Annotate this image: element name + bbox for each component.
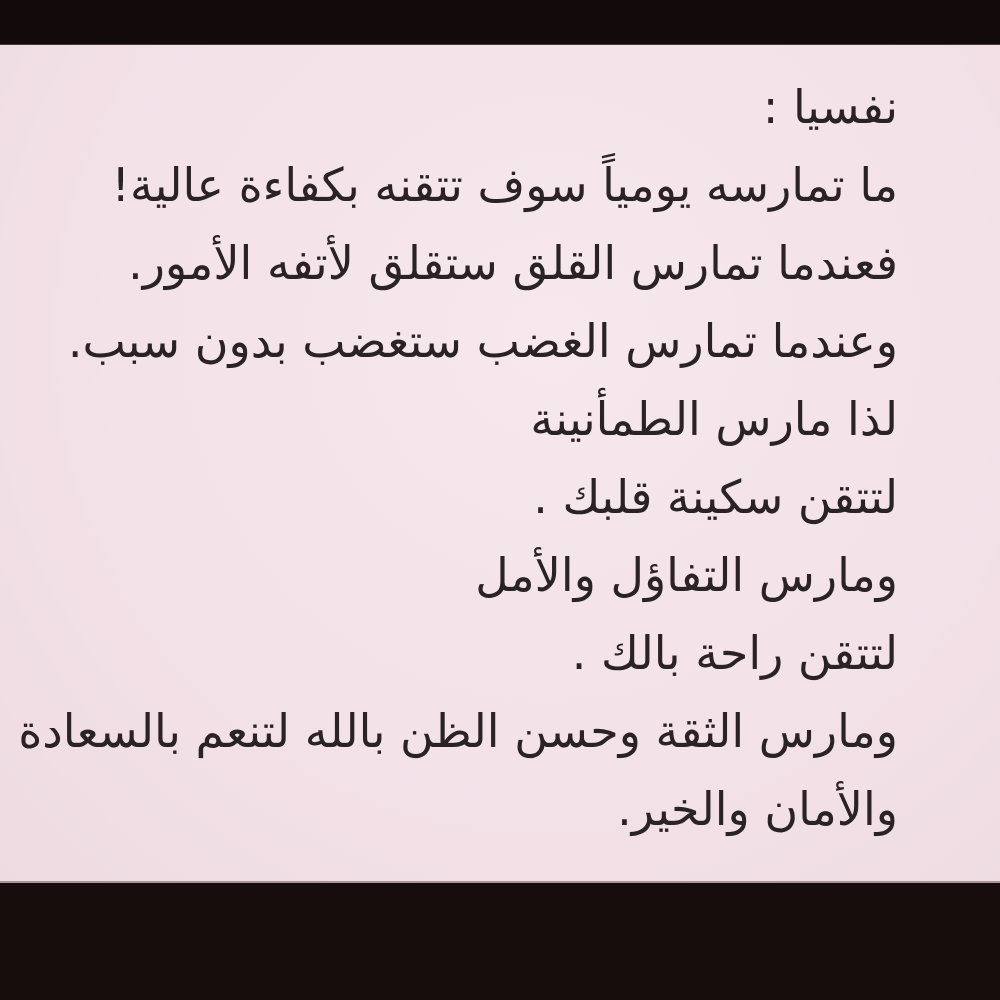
quote-line: نفسيا : bbox=[762, 80, 898, 134]
quote-line: ومارس الثقة وحسن الظن بالله لتنعم بالسعادة bbox=[18, 704, 898, 758]
quote-line: ما تمارسه يومياً سوف تتقنه بكفاءة عالية! bbox=[111, 158, 898, 212]
quote-line: لتتقن راحة بالك . bbox=[571, 626, 898, 680]
bottom-black-band bbox=[0, 881, 1000, 1000]
quote-line: والأمان والخير. bbox=[617, 782, 898, 836]
quote-line: فعندما تمارس القلق ستقلق لأتفه الأمور. bbox=[128, 236, 898, 290]
quote-line: وعندما تمارس الغضب ستغضب بدون سبب. bbox=[67, 314, 898, 368]
quote-line: ومارس التفاؤل والأمل bbox=[475, 548, 898, 602]
top-black-band bbox=[0, 0, 1000, 45]
quote-text-block bbox=[18, 68, 898, 848]
quote-line: لتتقن سكينة قلبك . bbox=[533, 470, 898, 524]
quote-line: لذا مارس الطمأنينة bbox=[530, 392, 898, 446]
